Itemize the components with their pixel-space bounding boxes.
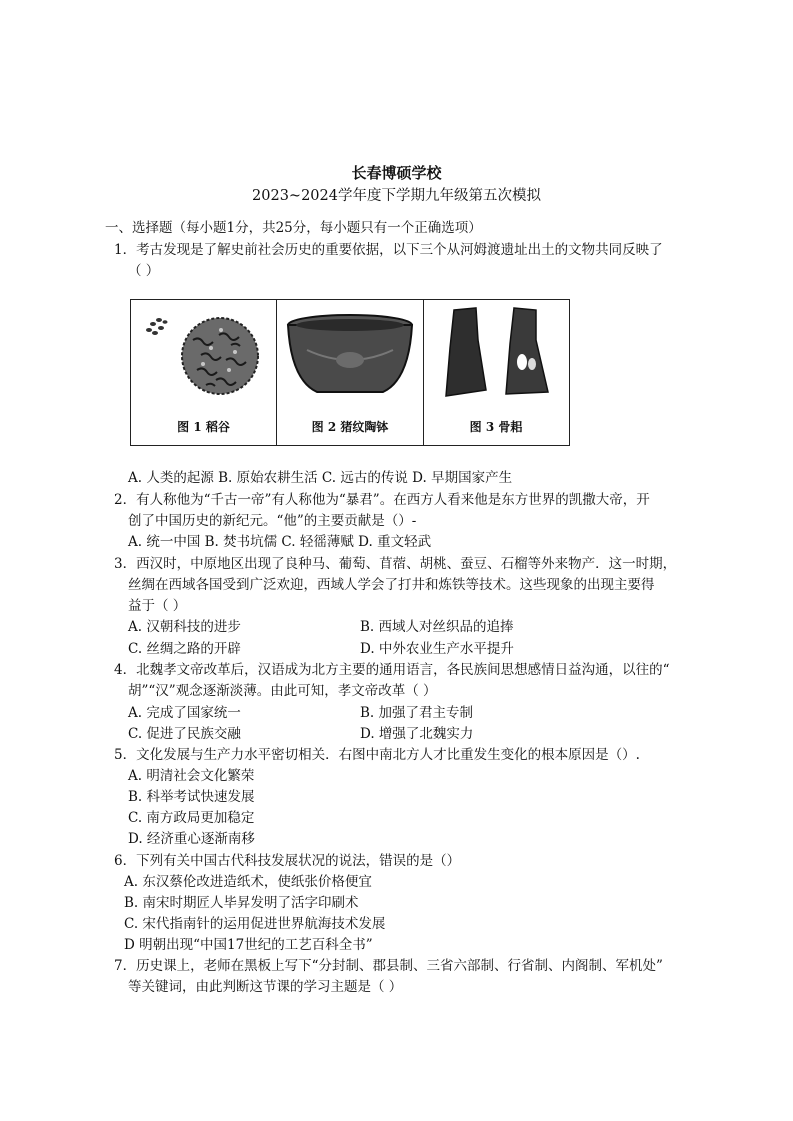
figure-pottery: [277, 300, 424, 445]
q4-option-c: C. 促进了民族交融: [128, 726, 241, 742]
q6-option-a: A. 东汉蔡伦改进造纸术，使纸张价格便宜: [124, 874, 372, 890]
q2-stem-line2: 创了中国历史的新纪元。“他”的主要贡献是（）-: [128, 513, 417, 529]
q4-option-a: A. 完成了国家统一: [128, 705, 241, 721]
q4-option-d: D. 增强了北魏实力: [360, 726, 474, 742]
figure-rice: [131, 300, 277, 445]
exam-subtitle: 2023~2024学年度下学期九年级第五次模拟: [252, 188, 541, 204]
q3-option-d: D. 中外农业生产水平提升: [360, 641, 514, 657]
figure-bone: [424, 300, 568, 445]
section-heading: 一、选择题（每小题1分，共25分，每小题只有一个正确选项）: [105, 220, 482, 236]
q4-stem-line2: 胡”“汉”观念逐渐淡薄。由此可知，孝文帝改革（ ）: [128, 683, 437, 699]
q3-option-a: A. 汉朝科技的进步: [128, 619, 241, 635]
bone-spade-image: [424, 300, 568, 410]
q5-option-c: C. 南方政局更加稳定: [128, 810, 255, 826]
q5-stem-line1: 5．文化发展与生产力水平密切相关．右图中南北方人才比重发生变化的根本原因是（）.: [114, 747, 640, 763]
q6-stem-line1: 6．下列有关中国古代科技发展状况的说法，错误的是（）: [114, 853, 461, 869]
rice-grain-image: [131, 300, 277, 410]
q1-options: A. 人类的起源 B. 原始农耕生活 C. 远古的传说 D. 早期国家产生: [128, 470, 513, 486]
q2-stem-line1: 2．有人称他为“千古一帝”有人称他为“暴君”。在西方人看来他是东方世界的凯撒大帝，开: [114, 492, 650, 508]
q4-option-b: B. 加强了君主专制: [360, 705, 474, 721]
q1-stem-line2: （ ）: [128, 263, 160, 279]
q3-stem-line1: 3．西汉时，中原地区出现了良种马、葡萄、苜蓿、胡桃、蚕豆、石榴等外来物产．这一时期，: [114, 556, 677, 572]
figure-2-caption: 图 2 猪纹陶钵: [311, 420, 389, 434]
q6-option-c: C. 宋代指南针的运用促进世界航海技术发展: [124, 916, 386, 932]
q4-stem-line1: 4．北魏孝文帝改革后，汉语成为北方主要的通用语言，各民族间思想感情日益沟通，以往的“: [114, 662, 670, 678]
q3-stem-line2: 丝绸在西域各国受到广泛欢迎，西域人学会了打井和炼铁等技术。这些现象的出现主要得: [128, 577, 655, 593]
q2-options: A. 统一中国 B. 焚书坑儒 C. 轻徭薄赋 D. 重文轻武: [128, 534, 432, 550]
q5-option-d: D. 经济重心逐渐南移: [128, 831, 255, 847]
pottery-bowl-image: [277, 300, 424, 410]
figure-1-caption: 图 1 稻谷: [177, 420, 230, 434]
figure-3-caption: 图 3 骨耜: [469, 420, 523, 434]
q3-option-c: C. 丝绸之路的开辟: [128, 641, 241, 657]
q6-option-d: D 明朝出现“中国17世纪的工艺百科全书”: [124, 937, 373, 953]
q7-stem-line1: 7．历史课上，老师在黑板上写下“分封制、郡县制、三省六部制、行省制、内阁制、军机处”: [114, 958, 663, 974]
q5-option-a: A. 明清社会文化繁荣: [128, 768, 255, 784]
artifact-figure: [130, 299, 570, 446]
q7-stem-line2: 等关键词，由此判断这节课的学习主题是（ ）: [128, 979, 403, 995]
q1-stem-line1: 1．考古发现是了解史前社会历史的重要依据，以下三个从河姆渡遗址出土的文物共同反映了: [114, 242, 663, 258]
q3-option-b: B. 西域人对丝织品的追捧: [360, 619, 514, 635]
q3-stem-line3: 益于（ ）: [128, 598, 187, 614]
school-title: 长春博硕学校: [351, 164, 442, 182]
q6-option-b: B. 南宋时期匠人毕昇发明了活字印刷术: [124, 895, 359, 911]
q5-option-b: B. 科举考试快速发展: [128, 789, 255, 805]
